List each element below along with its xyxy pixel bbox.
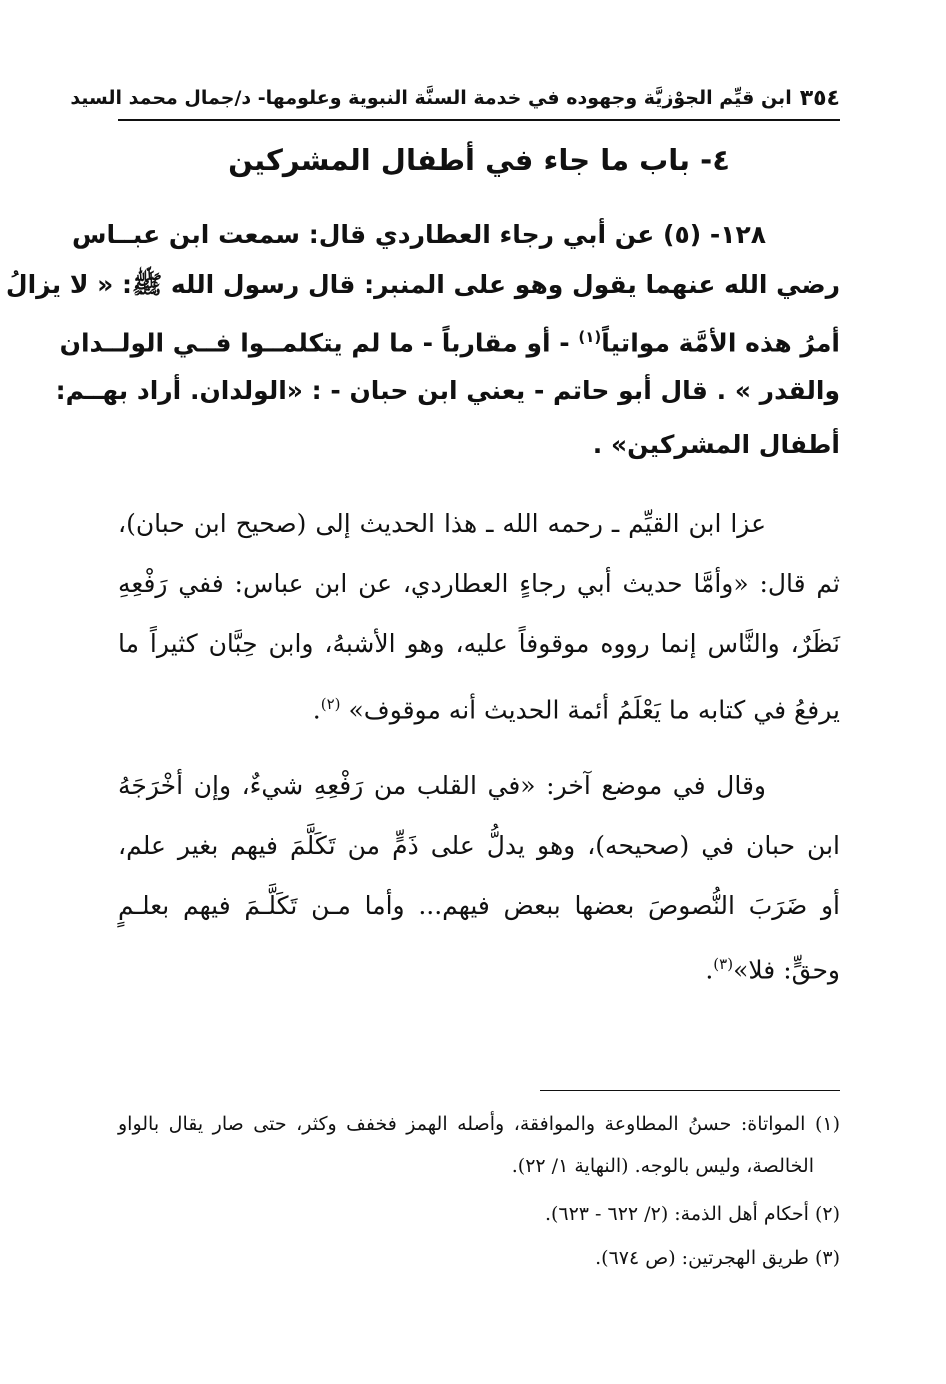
running-header [70, 82, 840, 114]
footnote-3: (٣) طريق الهجرتين: (ص ٦٧٤). [595, 1247, 840, 1269]
paragraph1-line-4-text: يرفعُ في كتابه ما يَعْلَمُ أئمة الحديث أنه موقوف» [340, 695, 840, 725]
paragraph2-line-4 [118, 936, 840, 992]
page-number: ٣٥٤ [799, 85, 840, 111]
header-rule [118, 119, 840, 121]
hadith-line-4: والقدر » . قال أبو حاتم - يعني ابن حبان - : «الولدان. أراد بهــم: [55, 376, 840, 405]
footnote-ref-3: (٣) [713, 955, 734, 973]
hadith-line-5: أطفال المشركين» . [592, 430, 840, 459]
paragraph1-line-4-end: . [312, 695, 321, 725]
hadith-line-1: ١٢٨- (٥) عن أبي رجاء العطاردي قال: سمعت ابن عبــاس [71, 220, 766, 249]
hadith-line-3-end: - أو مقارباً - ما لم يتكلمــوا فــي الولــدان [59, 328, 579, 358]
paragraph1-line-4 [118, 676, 840, 732]
chapter-title: ٤- باب ما جاء في أطفال المشركين [228, 143, 730, 177]
footnote-1-line-1: (١) المواتاة: حسنُ المطاوعة والموافقة، وأصله الهمز فخفف وكثر، حتى صار يقال بالواو [118, 1113, 840, 1135]
paragraph1-line-3: نَظَرٌ، والنَّاس إنما رووه موقوفاً عليه، وهو الأشبهُ، وابن حِبَّان كثيراً ما [118, 629, 840, 658]
footnote-1-line-2: الخالصة، وليس بالوجه. (النهاية ١/ ٢٢). [511, 1155, 814, 1177]
hadith-line-2: رضي الله عنهما يقول وهو على المنبر: قال رسول الله ﷺ: « لا يزالُ [5, 270, 840, 299]
footnote-2: (٢) أحكام أهل الذمة: (٢/ ٦٢٢ - ٦٢٣). [544, 1203, 840, 1225]
running-title: ابن قيِّم الجوْزيَّة وجهوده في خدمة السنَّة النبوية وعلومها- د/جمال محمد السيد [70, 87, 792, 109]
paragraph1-line-1: عزا ابن القيِّم ـ رحمه الله ـ هذا الحديث إلى (صحيح ابن حبان)، [118, 509, 766, 538]
footnote-rule [540, 1090, 840, 1091]
paragraph1-line-2: ثم قال: «وأمَّا حديث أبي رجاءٍ العطاردي، عن ابن عباس: ففي رَفْعِهِ [118, 569, 841, 598]
footnote-ref-1: (١) [578, 328, 602, 346]
paragraph2-line-3: أو ضَرَبَ النُّصوصَ بعضها ببعض فيهم... وأما مـن تَكَلَّـمَ فيهم بعلـمٍ [118, 891, 840, 920]
hadith-line-3-start: أمرُ هذه الأمَّة مواتياً [601, 328, 840, 358]
paragraph2-line-1: وقال في موضع آخر: «في القلب من رَفْعِهِ شيءٌ، وإن أخْرَجَهُ [118, 771, 766, 800]
footnote-ref-2: (٢) [320, 695, 341, 713]
hadith-line-3 [59, 310, 840, 364]
paragraph2-line-4-end: . [705, 955, 714, 985]
paragraph2-line-2: ابن حبان في (صحيحه)، وهو يدلُّ على ذَمٍّ من تَكَلَّمَ فيهم بغير علم، [118, 831, 840, 860]
paragraph2-line-4-text: وحقٍّ: فلا» [733, 955, 840, 985]
